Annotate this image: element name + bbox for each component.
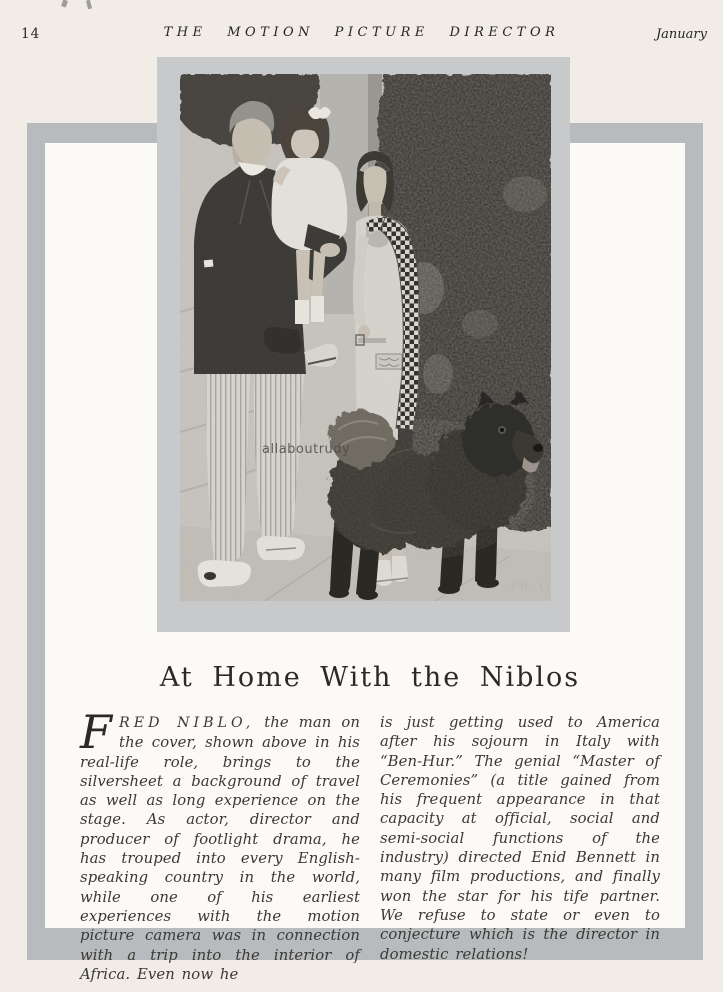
family-photograph: [180, 74, 551, 601]
right-column: is just getting used to America after his sojourn in Italy with “Ben-Hur.” The genial “Master of Ceremonies” (a title gained from his frequent appearance in that capacity at official, social and semi-social functions of the industry) directed Enid Bennett in many film productions, and finally won the star for his tife partner. We refuse to state or even to conjecture which is the director in domestic relations!: [380, 714, 660, 963]
journal-title: THE MOTION PICTURE DIRECTOR: [163, 25, 560, 40]
watermark: allaboutrudy: [262, 442, 351, 457]
article-body: [80, 705, 660, 984]
issue-month: January: [655, 27, 707, 42]
running-header: [0, 24, 723, 46]
photo-plate: [157, 57, 570, 632]
scan-speck: [86, 0, 92, 9]
photo-grain: [180, 74, 551, 601]
photographer-signature: Pb. G: [510, 579, 551, 594]
left-column: [80, 705, 360, 984]
article-title: At Home With the Niblos: [159, 662, 581, 693]
page-number: 14: [21, 26, 41, 42]
photo-illustration: [180, 74, 551, 601]
drop-cap: F: [80, 705, 113, 759]
left-column-text: the man on the cover, shown above in his real-life role, brings to the silversheet a background of travel as well as long experience on the stage. As actor, director and producer of footlight drama, he has trouped into every English-speaking country in the world, while one of his earliest experiences with the motion picture camera was in connection with a trip into the interior of Africa. Even now he: [80, 714, 360, 983]
lead-capitals: RED NIBLO,: [119, 715, 255, 731]
scan-speck: [61, 0, 68, 8]
